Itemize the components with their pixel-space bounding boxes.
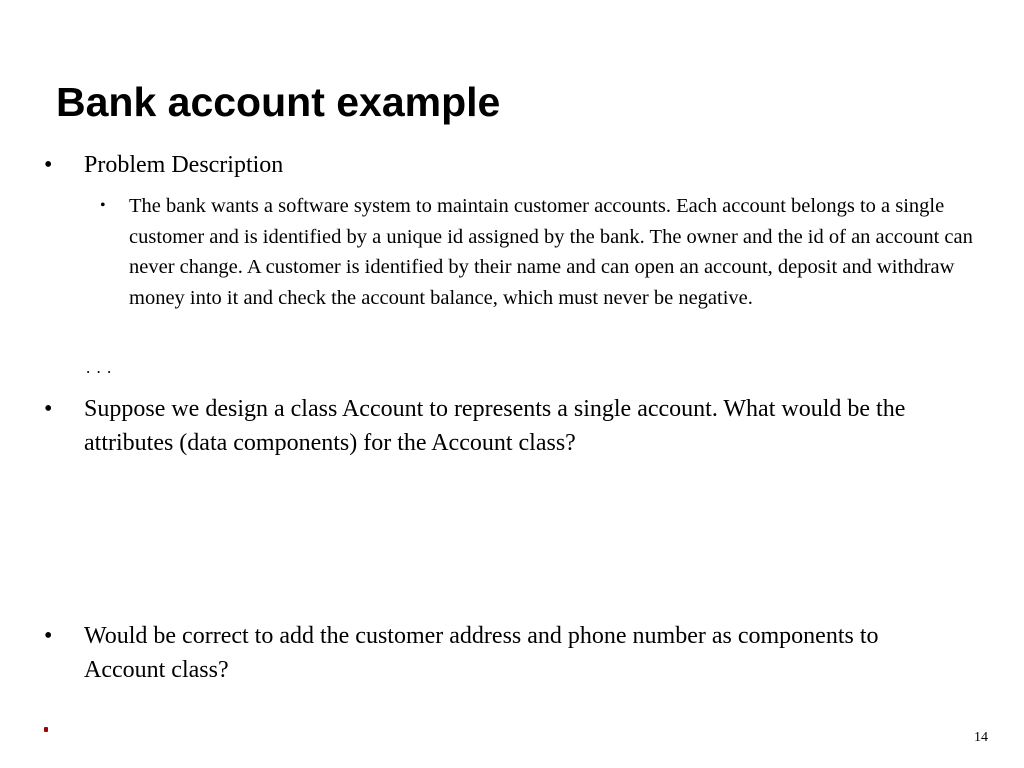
slide-title: Bank account example	[56, 79, 501, 125]
bullet-address-phone-question	[44, 619, 944, 689]
bullet-account-attributes	[44, 392, 944, 462]
bullet-marker: •	[44, 623, 53, 649]
bullet-marker: •	[44, 396, 53, 422]
bullet-problem-description	[44, 148, 944, 182]
bullet-text: Would be correct to add the customer address and phone number as components to Account class?	[84, 623, 879, 683]
ellipsis: . . .	[86, 358, 113, 377]
page-number: 14	[974, 730, 988, 745]
subbullet-marker: •	[100, 197, 106, 214]
bullet-text: Suppose we design a class Account to represents a single account. What would be the attributes (data components) for the Account class?	[84, 396, 906, 456]
bullet-marker: •	[44, 152, 53, 178]
decorative-red-dot	[44, 727, 48, 732]
bullet-text: Problem Description	[84, 152, 284, 178]
subbullet-text: The bank wants a software system to maintain customer accounts. Each account belongs to a single customer and is identified by a unique id assigned by the bank. The owner and the id of an account can never change. A customer is identified by their name and can open an account, deposit and withdraw money into it and check the account balance, which must never be negative.	[129, 195, 973, 309]
